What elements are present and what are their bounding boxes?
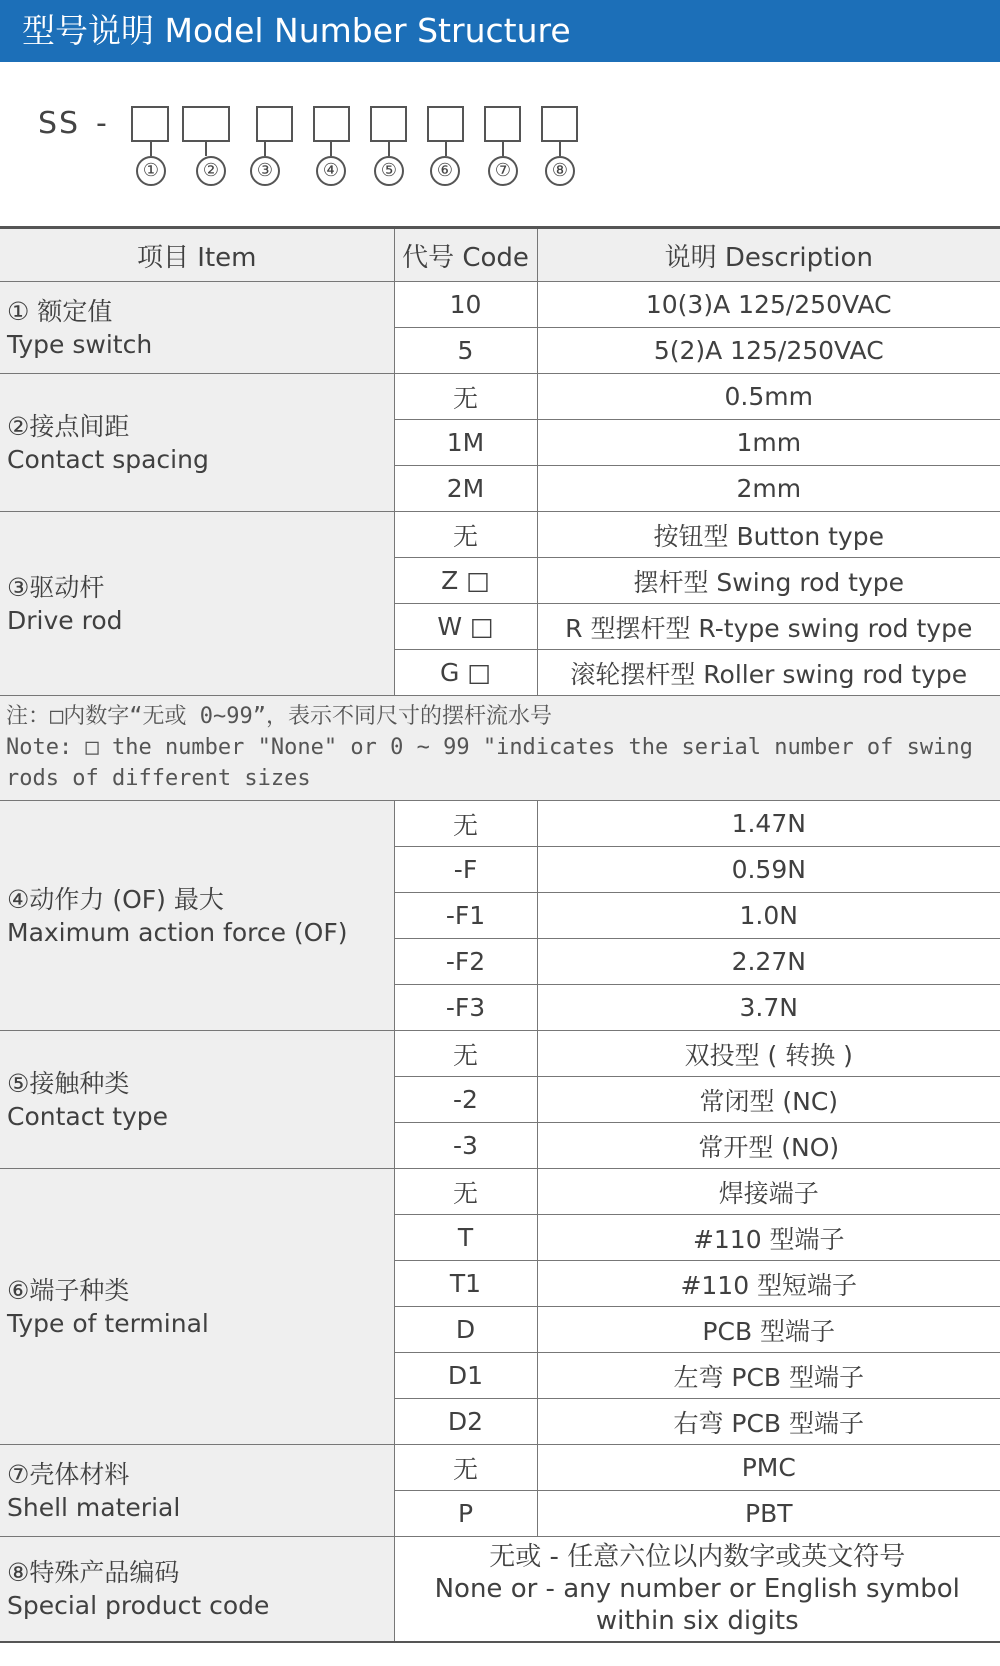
item-label-en: Drive rod (7, 605, 123, 635)
code-cell: G □ (394, 650, 537, 696)
code-cell: Z □ (394, 558, 537, 604)
table-row (0, 801, 1000, 847)
item-label-en: Maximum action force (OF) (7, 917, 348, 947)
description-cell: 2mm (537, 466, 1000, 512)
description-cell: 0.59N (537, 847, 1000, 893)
description-cell: 5(2)A 125/250VAC (537, 328, 1000, 374)
description-cell: 按钮型 Button type (537, 512, 1000, 558)
description-cell: 1.47N (537, 801, 1000, 847)
item-label-cn: ③驱动杆 (7, 572, 105, 602)
item-label-cn: ⑥端子种类 (7, 1275, 130, 1305)
note-text-cn: 注：□内数字“无或 0~99”，表示不同尺寸的摆杆流水号 (6, 704, 552, 729)
table-row (0, 512, 1000, 558)
slot-connector-3 (264, 142, 266, 156)
description-cell: 双投型 ( 转换 ) (537, 1031, 1000, 1077)
item-cell-shell-material (0, 1445, 394, 1537)
slot-connector-6 (445, 142, 447, 156)
table-header-row (0, 228, 1000, 282)
slot-connector-2 (205, 142, 207, 156)
slot-connector-4 (330, 142, 332, 156)
code-cell: -F3 (394, 985, 537, 1031)
slot-marker-4: ④ (316, 156, 346, 186)
header-item: 项目 Item (0, 228, 394, 282)
slot-box-6 (427, 106, 464, 142)
code-cell: -3 (394, 1123, 537, 1169)
description-cell: R 型摆杆型 R-type swing rod type (537, 604, 1000, 650)
slot-connector-5 (388, 142, 390, 156)
model-dash: - (96, 106, 107, 141)
description-cell: 1mm (537, 420, 1000, 466)
slot-marker-2: ② (196, 156, 226, 186)
code-cell: -F (394, 847, 537, 893)
code-cell: T1 (394, 1261, 537, 1307)
code-cell: 无 (394, 801, 537, 847)
description-cell: 常开型 (NO) (537, 1123, 1000, 1169)
header-code: 代号 Code (394, 228, 537, 282)
model-structure-diagram (0, 62, 1000, 222)
slot-connector-7 (502, 142, 504, 156)
slot-marker-1: ① (136, 156, 166, 186)
model-prefix: SS (38, 106, 81, 141)
description-cell: #110 型短端子 (537, 1261, 1000, 1307)
merged-description-cell (394, 1537, 1000, 1643)
description-line: None or - any number or English symbol (434, 1574, 960, 1604)
description-line: within six digits (595, 1606, 799, 1636)
description-cell: 右弯 PCB 型端子 (537, 1399, 1000, 1445)
page-title: 型号说明 Model Number Structure (0, 0, 1000, 62)
item-label-cn: ⑦壳体材料 (7, 1459, 130, 1489)
code-cell: -F1 (394, 893, 537, 939)
slot-connector-8 (559, 142, 561, 156)
description-cell: 焊接端子 (537, 1169, 1000, 1215)
code-cell: 10 (394, 282, 537, 328)
slot-box-4 (313, 106, 350, 142)
table-row (0, 1445, 1000, 1491)
description-cell: 10(3)A 125/250VAC (537, 282, 1000, 328)
note-text-en: Note: □ the number "None" or 0 ~ 99 "indicates the serial number of swing rods of different sizes (6, 735, 973, 791)
code-cell: D1 (394, 1353, 537, 1399)
code-cell: 无 (394, 1445, 537, 1491)
item-label-en: Type of terminal (7, 1308, 209, 1338)
code-cell: D (394, 1307, 537, 1353)
slot-box-5 (370, 106, 407, 142)
code-cell: 无 (394, 374, 537, 420)
item-cell-special-code (0, 1537, 394, 1643)
slot-box-7 (484, 106, 521, 142)
table-row (0, 1031, 1000, 1077)
item-cell-contact-spacing (0, 374, 394, 512)
description-cell: 2.27N (537, 939, 1000, 985)
description-line: 无或 - 任意六位以内数字或英文符号 (489, 1542, 906, 1572)
description-cell: #110 型端子 (537, 1215, 1000, 1261)
item-label-cn: ⑧特殊产品编码 (7, 1558, 180, 1587)
model-spec-table (0, 226, 1000, 1643)
note-row (0, 696, 1000, 801)
item-label-en: Contact type (7, 1101, 169, 1131)
description-cell: 0.5mm (537, 374, 1000, 420)
description-cell: 滚轮摆杆型 Roller swing rod type (537, 650, 1000, 696)
code-cell: T (394, 1215, 537, 1261)
slot-box-3 (256, 106, 293, 142)
description-cell: PCB 型端子 (537, 1307, 1000, 1353)
slot-marker-7: ⑦ (488, 156, 518, 186)
table-row (0, 1537, 1000, 1643)
description-cell: 左弯 PCB 型端子 (537, 1353, 1000, 1399)
code-cell: -F2 (394, 939, 537, 985)
item-label-cn: ②接点间距 (7, 411, 130, 441)
slot-connector-1 (150, 142, 152, 156)
table-row (0, 1169, 1000, 1215)
description-cell: 3.7N (537, 985, 1000, 1031)
description-cell: PBT (537, 1491, 1000, 1537)
table-row (0, 282, 1000, 328)
code-cell: 无 (394, 512, 537, 558)
slot-marker-8: ⑧ (545, 156, 575, 186)
item-label-en: Type switch (7, 329, 153, 359)
slot-marker-3: ③ (250, 156, 280, 186)
code-cell: D2 (394, 1399, 537, 1445)
description-cell: 1.0N (537, 893, 1000, 939)
item-cell-action-force (0, 801, 394, 1031)
item-label-cn: ④动作力 (OF) 最大 (7, 884, 224, 914)
description-cell: PMC (537, 1445, 1000, 1491)
slot-marker-6: ⑥ (430, 156, 460, 186)
code-cell: 1M (394, 420, 537, 466)
item-label-en: Special product code (7, 1591, 270, 1620)
code-cell: W □ (394, 604, 537, 650)
code-cell: 无 (394, 1031, 537, 1077)
slot-marker-5: ⑤ (374, 156, 404, 186)
code-cell: P (394, 1491, 537, 1537)
item-label-en: Contact spacing (7, 444, 209, 474)
item-label-cn: ⑤接触种类 (7, 1068, 130, 1098)
code-cell: 2M (394, 466, 537, 512)
table-row (0, 374, 1000, 420)
description-cell: 摆杆型 Swing rod type (537, 558, 1000, 604)
item-label-en: Shell material (7, 1492, 181, 1522)
item-cell-terminal-type (0, 1169, 394, 1445)
note-cell (0, 696, 1000, 801)
code-cell: 5 (394, 328, 537, 374)
slot-box-8 (541, 106, 578, 142)
item-cell-rating (0, 282, 394, 374)
header-description: 说明 Description (537, 228, 1000, 282)
item-label-cn: ① 额定值 (7, 296, 113, 326)
description-cell: 常闭型 (NC) (537, 1077, 1000, 1123)
code-cell: 无 (394, 1169, 537, 1215)
item-cell-drive-rod (0, 512, 394, 696)
code-cell: -2 (394, 1077, 537, 1123)
slot-box-1 (131, 106, 169, 142)
slot-box-2 (182, 106, 230, 142)
item-cell-contact-type (0, 1031, 394, 1169)
